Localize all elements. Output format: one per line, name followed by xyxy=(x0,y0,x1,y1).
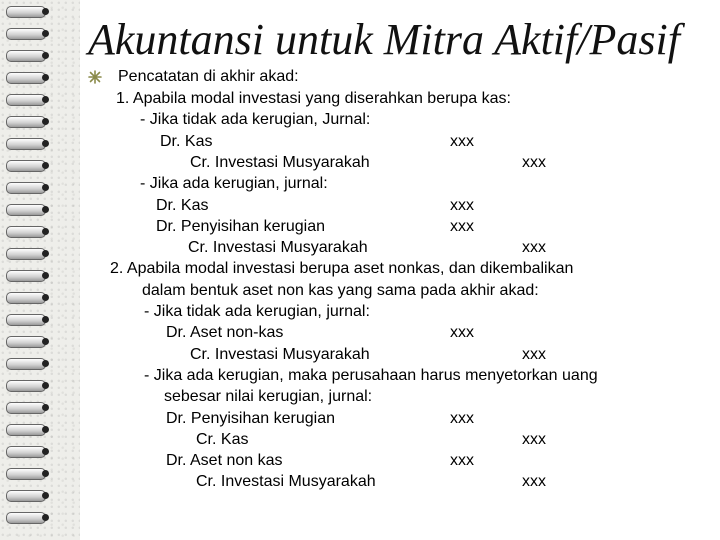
entry-line: Dr. Kas xyxy=(156,196,209,214)
entry-line: 1. Apabila modal investasi yang diserahkan berupa kas: xyxy=(116,90,511,107)
binder-ring xyxy=(6,248,46,260)
binder-ring xyxy=(6,402,46,414)
credit-amount: xxx xyxy=(522,239,546,257)
entry-line: - Jika tidak ada kerugian, jurnal: xyxy=(144,303,370,320)
entry-line: - Jika ada kerugian, maka perusahaan harus menyetorkan uang xyxy=(144,366,598,384)
binder-ring xyxy=(6,512,46,524)
binder-ring xyxy=(6,94,46,106)
credit-amount: xxx xyxy=(522,473,546,491)
debit-amount: xxx xyxy=(450,217,474,235)
binder-hole xyxy=(42,448,49,455)
binder-ring xyxy=(6,226,46,238)
binder-ring xyxy=(6,50,46,62)
binder-hole xyxy=(42,250,49,257)
entry-line: Cr. Investasi Musyarakah xyxy=(188,239,368,257)
binder-ring xyxy=(6,28,46,40)
binder-hole xyxy=(42,470,49,477)
binder-ring xyxy=(6,116,46,128)
entry-line: dalam bentuk aset non kas yang sama pada akhir akad: xyxy=(142,281,539,299)
credit-amount: xxx xyxy=(522,153,546,171)
binder-hole xyxy=(42,96,49,103)
binder-hole xyxy=(42,228,49,235)
entry-line: Cr. Investasi Musyarakah xyxy=(190,153,370,171)
credit-amount: xxx xyxy=(522,430,546,448)
binder-hole xyxy=(42,360,49,367)
binder-hole xyxy=(42,404,49,411)
entry-line: Dr. Penyisihan kerugian xyxy=(166,409,335,427)
entry-line: Dr. Aset non-kas xyxy=(166,324,284,342)
binder-hole xyxy=(42,492,49,499)
binder-ring xyxy=(6,160,46,172)
starburst-bullet-icon xyxy=(88,70,102,84)
binder-hole xyxy=(42,52,49,59)
binder-hole xyxy=(42,514,49,521)
binder-ring xyxy=(6,6,46,18)
binder-ring xyxy=(6,182,46,194)
binder-hole xyxy=(42,382,49,389)
binder-hole xyxy=(42,74,49,81)
debit-amount: xxx xyxy=(450,452,474,470)
binder-hole xyxy=(42,294,49,301)
entry-line: Cr. Investasi Musyarakah xyxy=(196,473,376,491)
binder-ring xyxy=(6,358,46,370)
binder-ring xyxy=(6,204,46,216)
binder-ring xyxy=(6,490,46,502)
binder-ring xyxy=(6,468,46,480)
binder-ring xyxy=(6,336,46,348)
binder-ring xyxy=(6,446,46,458)
entry-line: sebesar nilai kerugian, jurnal: xyxy=(164,388,373,406)
entry-line: Cr. Kas xyxy=(196,430,249,448)
binder-ring xyxy=(6,72,46,84)
entry-line: 2. Apabila modal investasi berupa aset nonkas, dan dikembalikan xyxy=(110,260,574,278)
entry-line: Dr. Aset non kas xyxy=(166,452,283,470)
binder-ring xyxy=(6,314,46,326)
slide-title: Akuntansi untuk Mitra Aktif/Pasif xyxy=(88,15,680,64)
entry-line: Dr. Kas xyxy=(160,132,213,150)
debit-amount: xxx xyxy=(450,409,474,427)
binder-hole xyxy=(42,338,49,345)
entry-line: Cr. Investasi Musyarakah xyxy=(190,345,370,363)
binder-hole xyxy=(42,140,49,147)
entry-line: Dr. Penyisihan kerugian xyxy=(156,217,325,235)
binder-hole xyxy=(42,8,49,15)
binder-hole xyxy=(42,30,49,37)
binder-ring xyxy=(6,292,46,304)
entry-line: - Jika tidak ada kerugian, Jurnal: xyxy=(140,111,371,129)
binder-hole xyxy=(42,272,49,279)
binder-ring xyxy=(6,424,46,436)
binder-hole xyxy=(42,426,49,433)
binder-hole xyxy=(42,162,49,169)
binder-ring xyxy=(6,138,46,150)
binder-hole xyxy=(42,184,49,191)
section-heading: Pencatatan di akhir akad: xyxy=(118,68,299,85)
debit-amount: xxx xyxy=(450,324,474,342)
binder-hole xyxy=(42,118,49,125)
debit-amount: xxx xyxy=(450,196,474,214)
binder-hole xyxy=(42,316,49,323)
binder-hole xyxy=(42,206,49,213)
binder-ring xyxy=(6,270,46,282)
debit-amount: xxx xyxy=(450,132,474,150)
binder-ring xyxy=(6,380,46,392)
credit-amount: xxx xyxy=(522,345,546,363)
entry-line: - Jika ada kerugian, jurnal: xyxy=(140,175,328,193)
binder-strip xyxy=(0,0,80,540)
